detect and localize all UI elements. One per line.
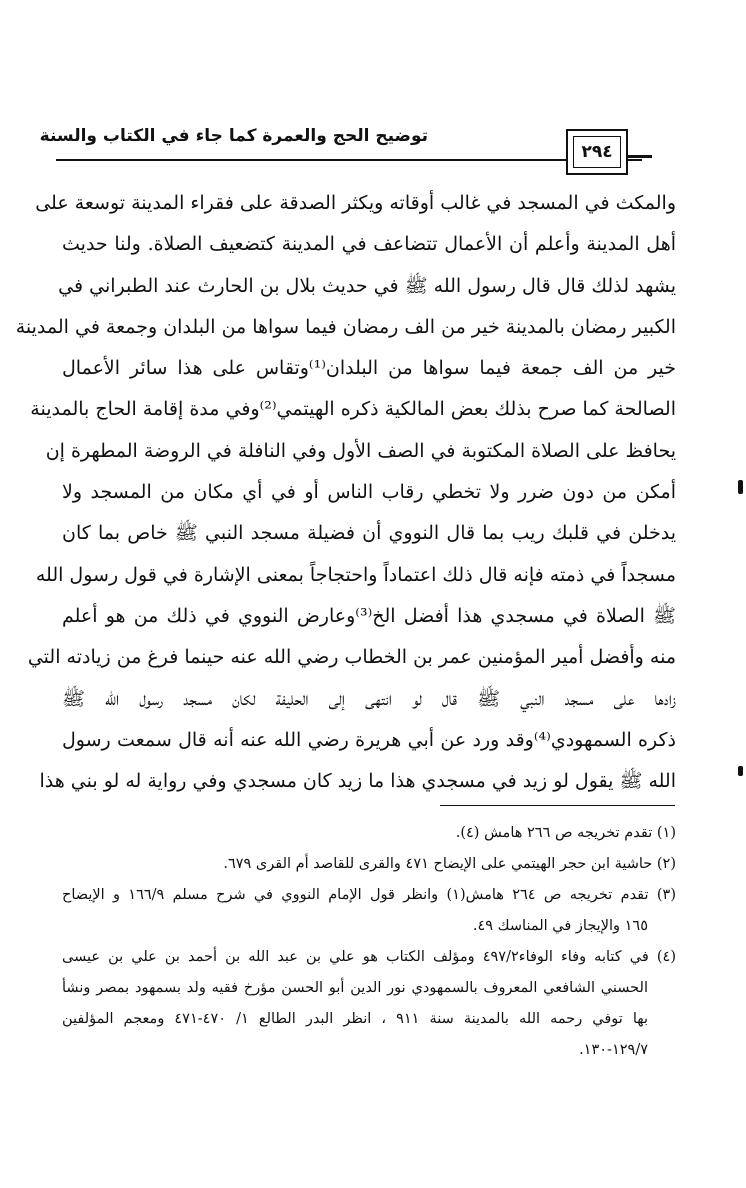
text-line: والمكث في المسجد في غالب أوقاته ويكثر الصدقة على فقراء المدينة توسعة على [35,192,676,214]
footnote-4: (٤) في كتابه وفاء الوفاء٤٩٧/٢ ومؤلف الكتاب هو علي بن عبد الله بن أحمد بن علي بن عيسى [62,949,676,965]
footnote-1: (١) تقدم تخريجه ص ٢٦٦ هامش (٤). [455,825,676,841]
text-line: الكبير رمضان بالمدينة خير من الف رمضان فيما سواها من البلدان وجمعة في المدينة [15,315,676,338]
text-line: ﷺ الصلاة في مسجدي هذا أفضل الخ⁽³⁾وعارض النووي في ذلك من هو أعلم [62,604,676,627]
footnote-3-continued: ١٦٥ والإيجاز في المناسك ٤٩. [472,918,648,934]
margin-mark [738,766,743,776]
text-line: زادها على مسجد النبي ﷺ قال لو انتهى إلى الحليفة لكان مسجد رسول الله ﷺ [62,687,676,710]
header-rule [56,159,642,161]
text-line: أمكن من دون ضرر ولا تخطي رقاب الناس أو في أي مكان من المسجد ولا [62,481,676,504]
text-line: خير من الف جمعة فيما سواها من البلدان⁽¹⁾وتقاس على هذا سائر الأعمال [62,357,676,380]
footnotes [62,818,676,1066]
text-line: يشهد لذلك قال قال رسول الله ﷺ في حديث بلال بن الحارث عند الطبراني في [58,274,676,297]
text-line: منه وأفضل أمير المؤمنين عمر بن الخطاب رضي الله عنه حينما فرغ من زيادته التي [27,646,676,669]
header-rule-tail [624,155,652,158]
footnote-3: (٣) تقدم تخريجه ص ٢٦٤ هامش(١) وانظر قول الإمام النووي في شرح مسلم ١٦٦/٩ و الإيضاح [62,887,676,903]
text-line: الله ﷺ يقول لو زيد في مسجدي هذا ما زيد كان مسجدي وفي رواية له لو بني هذا [39,770,676,793]
footnote-4-continued: ١٢٩/٧-١٣٠. [579,1042,648,1058]
text-line: الصالحة كما صرح بذلك بعض المالكية ذكره الهيتمي⁽²⁾وفي مدة إقامة الحاج بالمدينة [30,398,676,421]
running-header-title: توضيح الحج والعمرة كما جاء في الكتاب والسنة [39,126,428,146]
page-number-frame [566,129,628,175]
text-line: ذكره السمهودي⁽⁴⁾وقد ورد عن أبي هريرة رضي الله عنه أنه قال سمعت رسول [62,728,676,751]
footnote-2: (٢) حاشية ابن حجر الهيتمي على الإيضاح ٤٧١ والقرى للقاصد أم القرى ٦٧٩. [223,856,676,872]
text-line: يدخلن في قلبك ريب بما قال النووي أن فضيلة مسجد النبي ﷺ خاص بما كان [62,522,676,545]
footnote-4-continued: الحسني الشافعي المعروف بالسمهودي نور الدين أبو الحسن مؤرخ فقيه ولد بسمهود بمصر ونشأ [62,980,648,996]
text-line: يحافظ على الصلاة المكتوبة في الصف الأول وفي النافلة في الروضة المطهرة إن [45,439,676,462]
footnote-separator [440,805,675,806]
text-line: أهل المدينة وأعلم أن الأعمال تتضاعف في المدينة كتضعيف الصلاة. ولنا حديث [62,233,676,256]
text-line: مسجداً في ذمته فإنه قال ذلك اعتماداً واحتجاجاً بمعنى الإشارة في قول رسول الله [35,563,676,586]
page-number: ٢٩٤ [573,136,621,168]
margin-mark [738,480,743,494]
main-text [15,183,676,802]
footnote-4-continued: بها توفي رحمه الله بالمدينة سنة ٩١١ ، انظر البدر الطالع ١/ ٤٧٠-٤٧١ ومعجم المؤلفين [62,1011,648,1027]
